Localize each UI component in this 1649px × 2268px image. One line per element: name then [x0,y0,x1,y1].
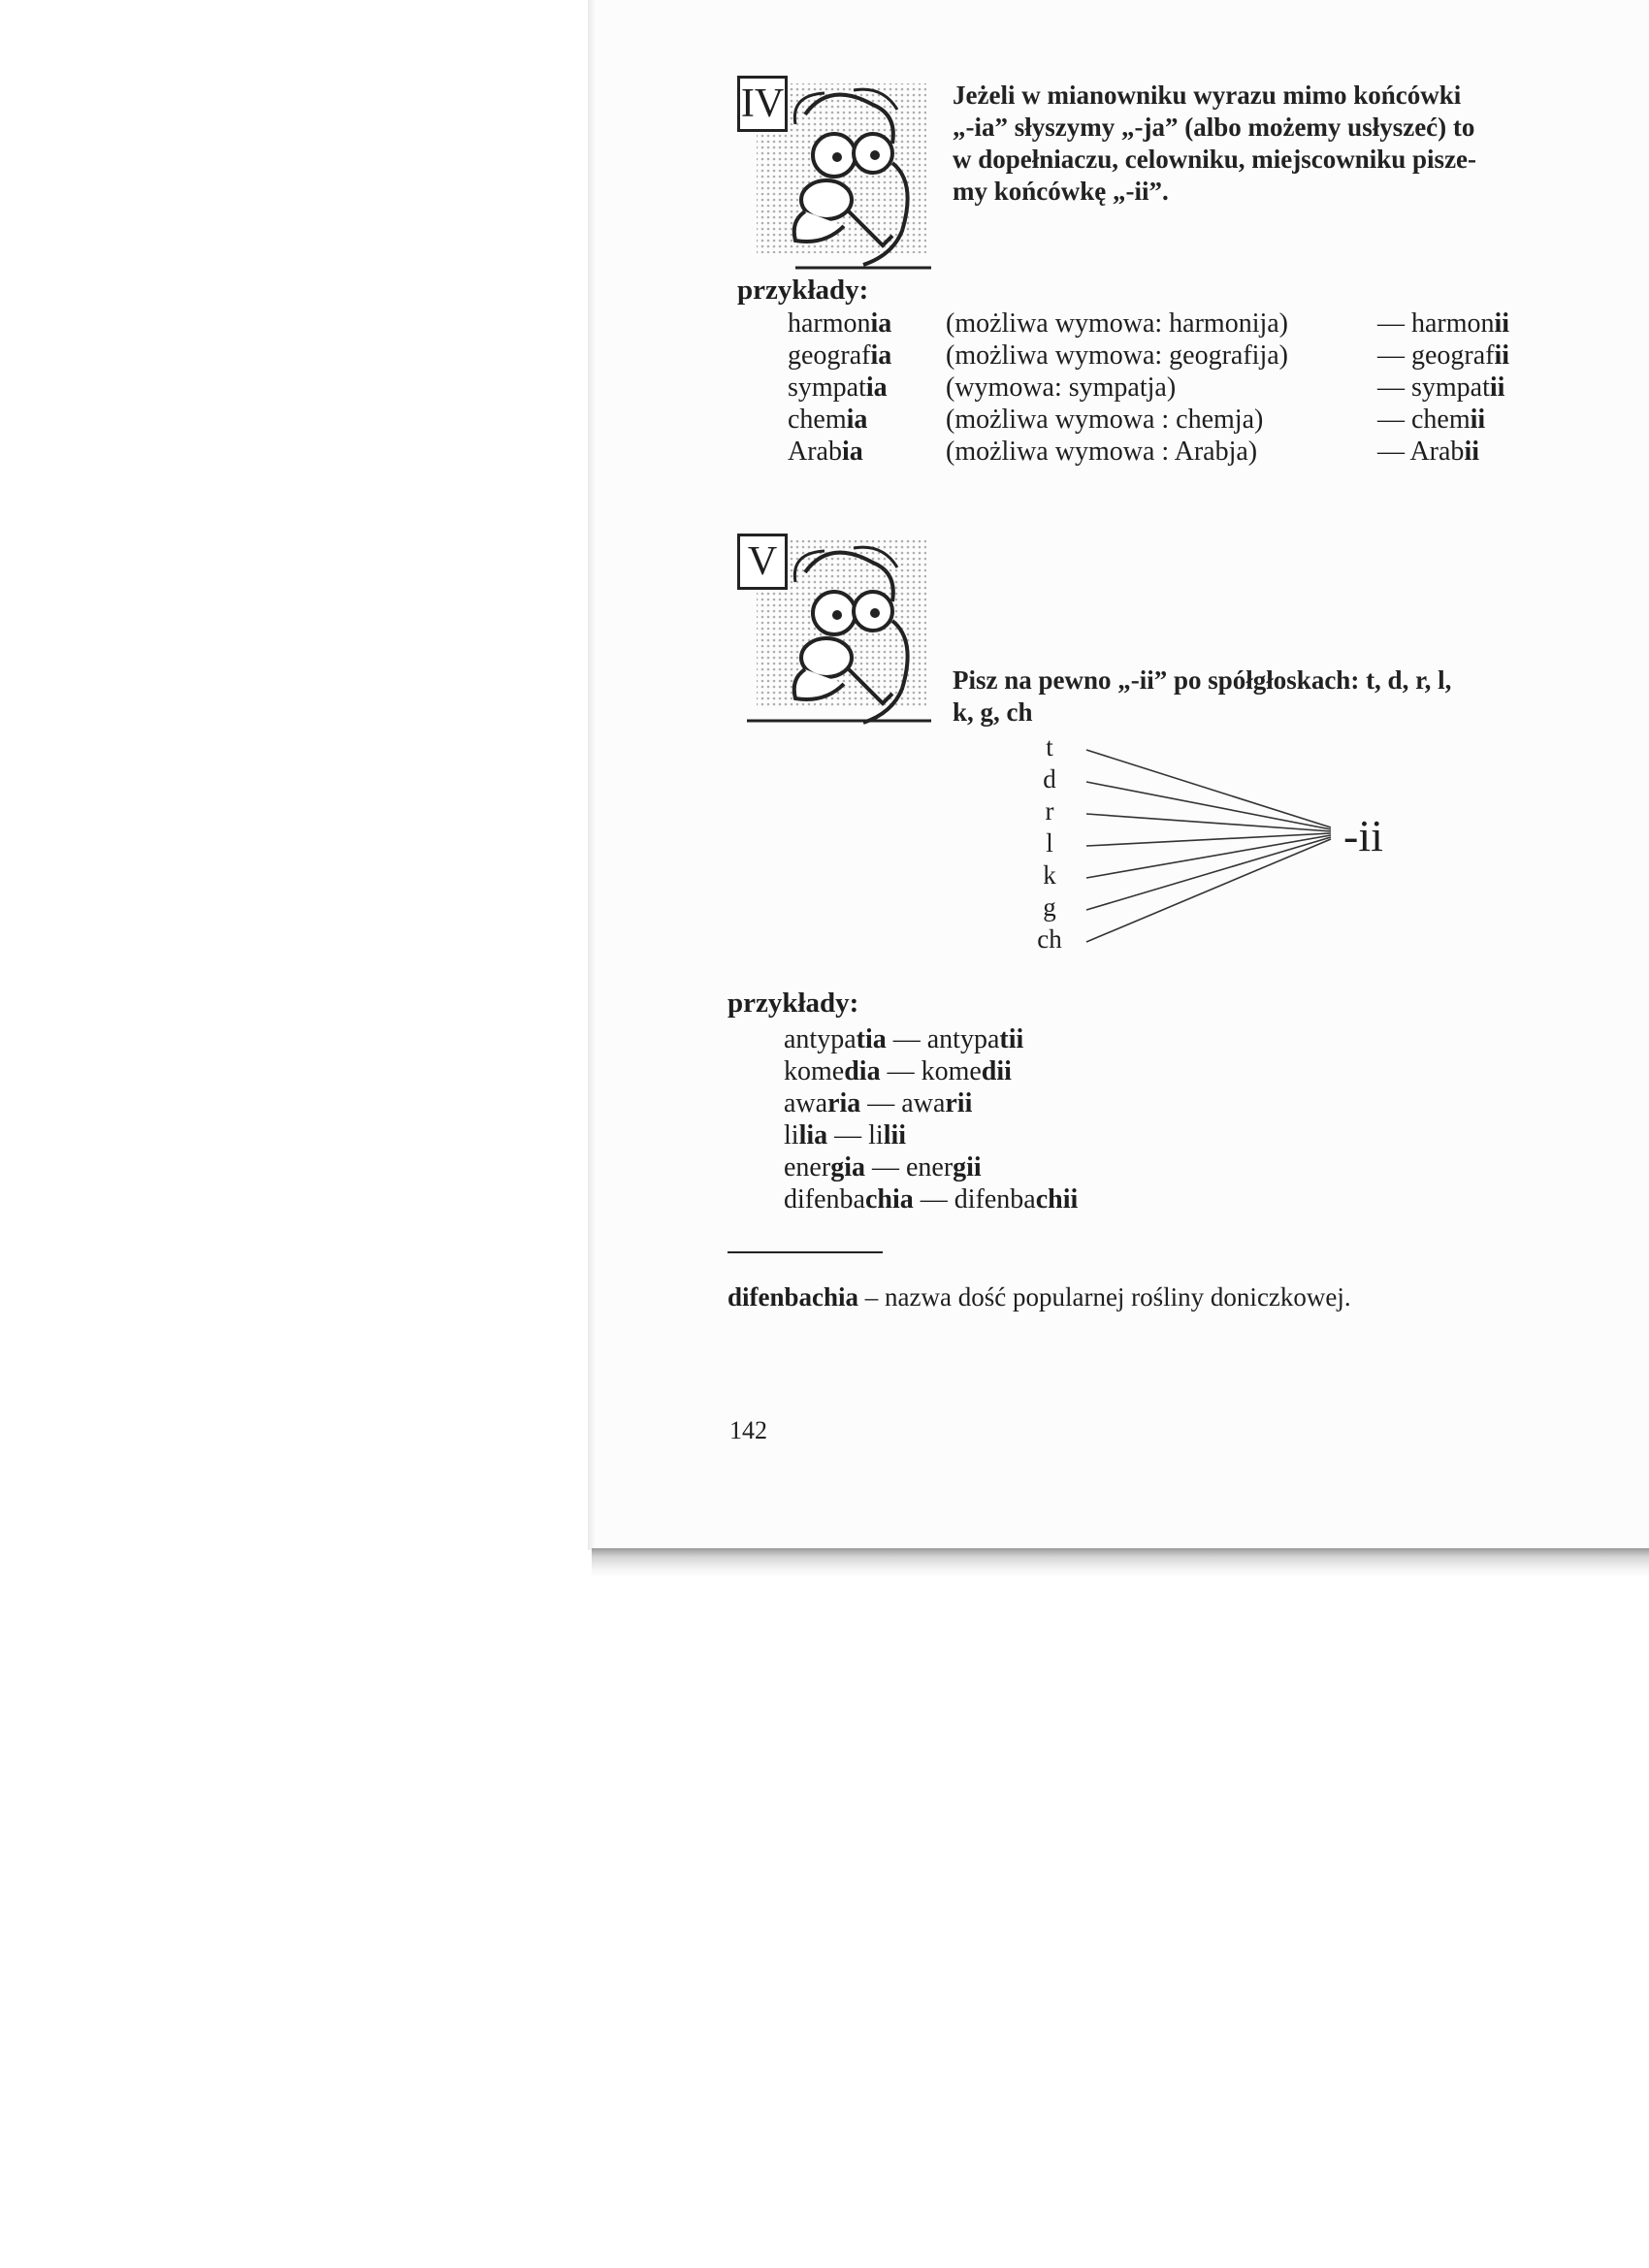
result-stem: — sympat [1377,373,1490,403]
connector-line [1086,837,1331,910]
pronunciation-note: (możliwa wymowa: geografija) [946,340,1288,371]
word-ending: ia [846,405,868,435]
example-pair-v [784,1151,982,1183]
result-stem: — li [827,1120,884,1150]
example-pair-v [784,1119,906,1151]
result-ending: ii [1464,437,1479,467]
rule-iv-line: „-ia” słyszymy „-ja” (albo możemy usłyszeć) to [953,113,1475,142]
word-ending: ia [870,308,892,339]
connector-line [1086,839,1331,942]
word-ending: lia [798,1120,828,1150]
page-bottom-edge [592,1548,1649,1577]
result-ending: gii [953,1152,982,1183]
example-pair-v [784,1087,972,1119]
footnote [728,1282,1351,1312]
rule-iv-line: w dopełniaczu, celowniku, miejscowniku pisze- [953,145,1477,174]
result-stem: — awa [860,1088,946,1118]
footnote-definition: – nazwa dość popularnej rośliny doniczkowej. [858,1282,1351,1312]
word-stem: antypa [784,1024,857,1054]
rule-v-line: Pisz na pewno „-ii” po spółgłoskach: t, d, r, l, [953,665,1452,695]
result-ending: rii [945,1088,973,1118]
result-stem: — Arab [1377,437,1465,467]
result-ending: ii [1470,405,1486,435]
result-stem: — kome [880,1056,982,1086]
word-ending: tia [856,1024,887,1054]
result-ending: dii [981,1056,1012,1086]
result-ending: ii [1489,373,1505,403]
pronunciation-note: (możliwa wymowa : chemja) [946,405,1264,435]
suffix-ii: -ii [1343,811,1383,860]
example-pair-v [784,1055,1012,1087]
pronunciation-note: (możliwa wymowa: harmonija) [946,308,1289,339]
examples-heading-v: przykłady: [728,988,859,1019]
pronunciation-note: (wymowa: sympatja) [946,373,1177,403]
consonant-letter: r [1045,796,1054,826]
result-ending: tii [999,1024,1024,1054]
rule-iv-line: Jeżeli w mianowniku wyrazu mimo końcówki [953,81,1462,110]
section-iv-label: IV [737,76,788,132]
result-ending: ii [1494,308,1510,339]
section-v-label: V [737,534,788,590]
connector-line [1086,833,1331,846]
connector-line [1086,835,1331,878]
result-stem: — ener [864,1152,954,1183]
word-stem: geograf [788,340,871,371]
consonant-letter: d [1043,764,1056,794]
result-stem: — antypa [886,1024,1000,1054]
consonant-letter: l [1046,828,1053,858]
rule-iv-line: my końcówkę „-ii”. [953,177,1169,206]
word-ending: ia [841,437,863,467]
word-stem: ener [784,1152,831,1183]
word-stem: chem [788,405,847,435]
rule-v-line: k, g, ch [953,697,1033,727]
word-stem: difenba [784,1184,865,1215]
word-ending: ia [870,340,892,371]
consonant-letter: g [1043,892,1056,922]
footnote-term: difenbachia [728,1282,859,1312]
word-stem: li [784,1120,799,1150]
result-stem: — difenba [913,1184,1036,1215]
example-pair-v [784,1023,1023,1055]
consonant-letter: t [1046,732,1053,761]
pronunciation-note: (możliwa wymowa : Arabja) [946,437,1258,467]
result-ending: chii [1035,1184,1079,1215]
word-ending: ia [865,373,888,403]
footnote-divider [728,1251,883,1253]
result-ending: ii [1494,340,1510,371]
word-ending: chia [864,1184,914,1215]
word-stem: kome [784,1056,845,1086]
page-number: 142 [729,1416,767,1444]
word-ending: dia [844,1056,881,1086]
word-ending: ria [827,1088,861,1118]
examples-heading-iv: przykłady: [737,275,869,306]
word-stem: sympat [788,373,866,403]
result-stem: — geograf [1377,340,1495,371]
example-pair-v [784,1183,1078,1215]
word-ending: gia [830,1152,865,1183]
word-stem: Arab [788,437,842,467]
result-ending: lii [883,1120,907,1150]
word-stem: harmon [788,308,871,339]
word-stem: awa [784,1088,828,1118]
consonant-letter: ch [1037,924,1062,954]
result-stem: — chem [1377,405,1471,435]
consonant-letter: k [1043,860,1056,890]
result-stem: — harmon [1377,308,1495,339]
